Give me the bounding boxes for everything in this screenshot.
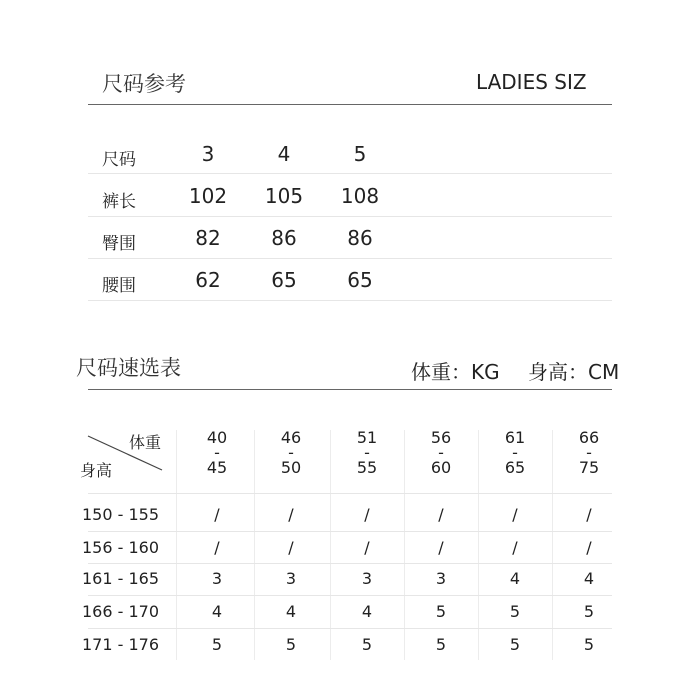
cell: 4 xyxy=(277,142,291,166)
cell: 82 xyxy=(195,226,221,250)
cell: 5 xyxy=(435,602,447,621)
height-range: 161 - 165 xyxy=(82,569,160,588)
cell: 3 xyxy=(285,569,297,588)
row-label-length: 裤长 xyxy=(102,192,136,212)
section2-title: 尺码速选表 xyxy=(76,356,181,380)
col-divider xyxy=(478,430,479,660)
cell: 4 xyxy=(211,602,223,621)
row-label-hip: 臀围 xyxy=(102,234,136,254)
cell: 102 xyxy=(188,184,228,208)
cell: 3 xyxy=(435,569,447,588)
cell: / xyxy=(586,538,592,557)
height-range: 156 - 160 xyxy=(82,538,160,557)
cell: 5 xyxy=(583,635,595,654)
section1-subtitle: LADIES SIZ xyxy=(476,70,587,94)
cell: 108 xyxy=(340,184,380,208)
cell: / xyxy=(586,505,592,524)
weight-unit: 体重：KG xyxy=(411,360,500,384)
cell: 5 xyxy=(509,635,521,654)
cell: / xyxy=(214,538,220,557)
cell: 65 xyxy=(271,268,297,292)
weight-header: 61 - 65 xyxy=(504,428,526,477)
weight-header: 40 - 45 xyxy=(206,428,228,477)
height-range: 166 - 170 xyxy=(82,602,160,621)
row-divider xyxy=(88,493,612,494)
cell: / xyxy=(438,505,444,524)
weight-header: 46 - 50 xyxy=(280,428,302,477)
height-unit: 身高：CM xyxy=(528,360,620,384)
cell: 86 xyxy=(271,226,297,250)
row-divider xyxy=(88,628,612,629)
cell: 5 xyxy=(285,635,297,654)
cell: / xyxy=(364,505,370,524)
section1-rule xyxy=(88,104,612,105)
cell: 3 xyxy=(201,142,215,166)
cell: 5 xyxy=(353,142,367,166)
cell: 5 xyxy=(361,635,373,654)
cell: 5 xyxy=(211,635,223,654)
row-divider xyxy=(88,595,612,596)
row-divider xyxy=(88,300,612,301)
cell: 4 xyxy=(285,602,297,621)
weight-header: 56 - 60 xyxy=(430,428,452,477)
cell: 4 xyxy=(361,602,373,621)
row-label-waist: 腰围 xyxy=(102,276,136,296)
corner-weight-label: 体重 xyxy=(129,433,162,452)
cell: 86 xyxy=(347,226,373,250)
cell: / xyxy=(438,538,444,557)
row-label-size: 尺码 xyxy=(102,150,136,170)
cell: / xyxy=(288,505,294,524)
row-divider xyxy=(88,258,612,259)
weight-header: 51 - 55 xyxy=(356,428,378,477)
corner-height-label: 身高 xyxy=(80,461,113,480)
cell: 105 xyxy=(264,184,304,208)
cell: 65 xyxy=(347,268,373,292)
weight-header: 66 - 75 xyxy=(578,428,600,477)
cell: / xyxy=(512,538,518,557)
row-divider xyxy=(88,531,612,532)
cell: / xyxy=(214,505,220,524)
cell: 4 xyxy=(583,569,595,588)
cell: 3 xyxy=(211,569,223,588)
cell: / xyxy=(288,538,294,557)
cell: 5 xyxy=(435,635,447,654)
row-divider xyxy=(88,216,612,217)
section1-title: 尺码参考 xyxy=(102,72,186,96)
height-range: 171 - 176 xyxy=(82,635,160,654)
size-chart xyxy=(76,0,620,700)
col-divider xyxy=(552,430,553,660)
cell: / xyxy=(364,538,370,557)
row-divider xyxy=(88,563,612,564)
col-divider xyxy=(330,430,331,660)
col-divider xyxy=(404,430,405,660)
cell: 4 xyxy=(509,569,521,588)
height-range: 150 - 155 xyxy=(82,505,160,524)
cell: 5 xyxy=(509,602,521,621)
section2-rule xyxy=(88,389,612,390)
row-divider xyxy=(88,173,612,174)
cell: / xyxy=(512,505,518,524)
cell: 5 xyxy=(583,602,595,621)
cell: 3 xyxy=(361,569,373,588)
cell: 62 xyxy=(195,268,221,292)
col-divider xyxy=(254,430,255,660)
col-divider xyxy=(176,430,177,660)
